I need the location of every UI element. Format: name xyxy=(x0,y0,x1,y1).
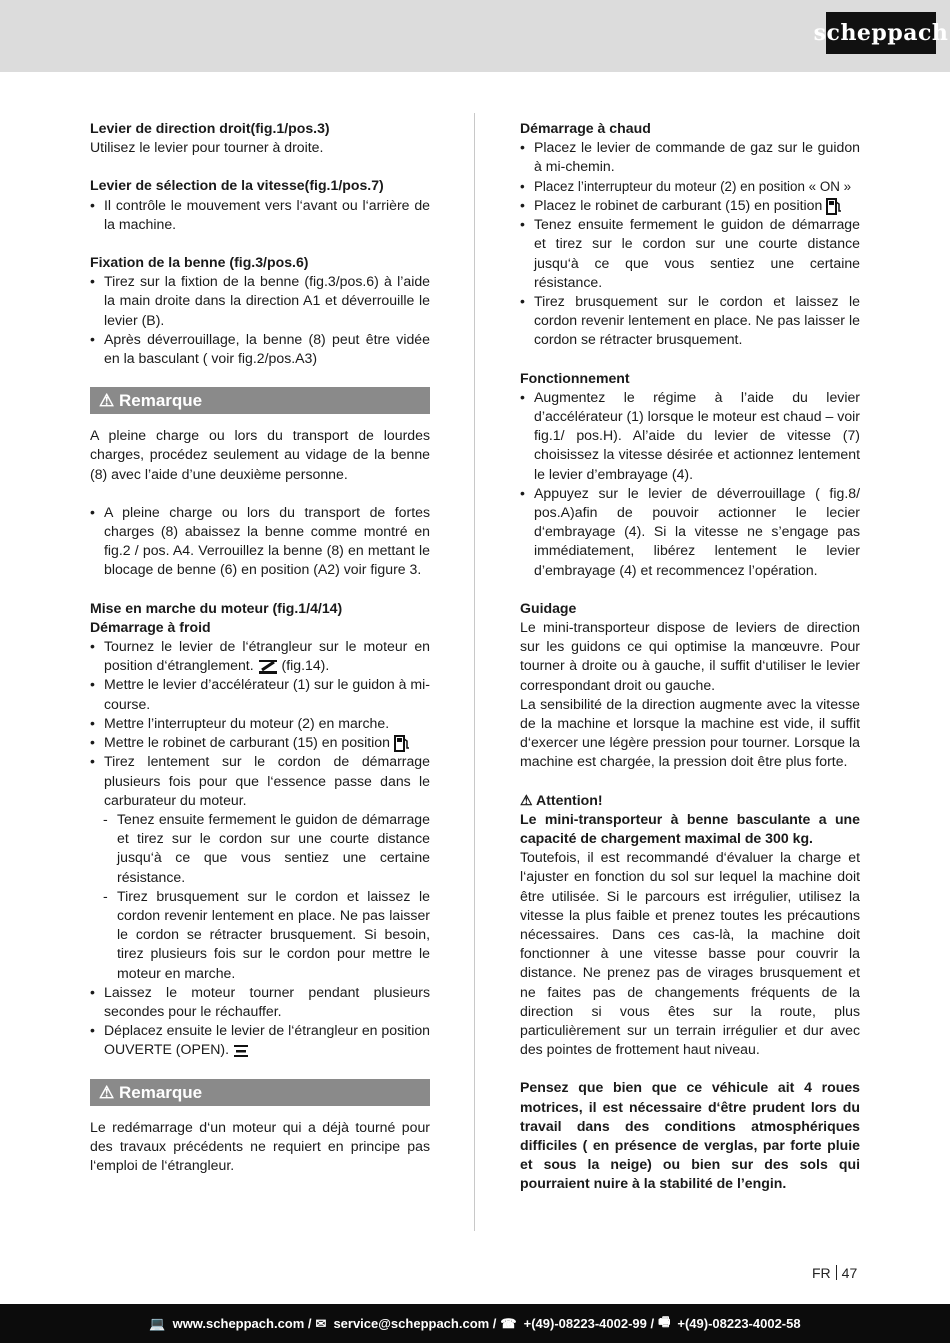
note-banner: ⚠ Remarque xyxy=(90,1079,430,1106)
choke-open-icon xyxy=(233,1044,249,1058)
warning-icon: ⚠ xyxy=(99,1082,115,1102)
bullet-item: • Tirez sur la fixtion de la benne (fig.3/pos.6) à l’aide la main droite dans la direction A1 et déverrouille le levier (B). xyxy=(90,273,430,328)
brand-logo: scheppach xyxy=(826,12,936,54)
dash-item: - Tirez brusquement sur le cordon et laissez le cordon revenir lentement en place. Ne pas laisser le cordon se rétracter brusquement. Si besoin, tirez plusieurs fois sur le cordon pour mettre le moteur en marche. xyxy=(103,887,430,981)
bullet-item: • Il contrôle le mouvement vers l‘avant ou l‘arrière de la machine. xyxy=(90,196,430,232)
header-bar xyxy=(0,0,950,72)
bullet-item: • Mettre le robinet de carburant (15) en position xyxy=(90,733,430,752)
section-title-steering-right: Levier de direction droit(fig.1/pos.3) xyxy=(90,120,330,136)
bullet-item: • Laissez le moteur tourner pendant plusieurs secondes pour le réchauffer. xyxy=(90,983,430,1019)
attention-heading: ⚠ Attention! xyxy=(520,791,603,808)
choke-closed-icon xyxy=(258,659,278,675)
computer-icon: 💻 xyxy=(149,1315,166,1331)
warning-icon: ⚠ xyxy=(520,791,533,808)
paragraph: Le mini-transporteur dispose de leviers de direction sur les guidons ce qui optimise la manœuvre. Pour tourner à droite ou à gauche, il suffit d‘utiliser le levier correspondant droit ou gauche. xyxy=(520,618,860,693)
attention-text: Toutefois, il est recommandé d‘évaluer la charge et l‘ajuster en fonction du sol sur lequel la machine doit être utilisée. Si le parcours est irrégulier, utilisez la vitesse la plus faible et prenez toutes les précautions nécessaires. Dans ces cas-là, la machine doit fonctionner à une vitesse basse pour couvrir la distance. Ne prenez pas de virages brusquement et ne faites pas de changements fréquents de la direction si vous êtes sur la route, plus particulièrement sur un terrain irrégulier et dur avec des pointes de frottement haut niveau. xyxy=(520,849,860,1058)
section-title-operation: Fonctionnement xyxy=(520,369,630,386)
paragraph: Utilisez le levier pour tourner à droite. xyxy=(90,139,324,156)
dash-item: - Tenez ensuite fermement le guidon de démarrage et tirez sur le cordon sur une courte distance jusqu‘à ce que vous sentiez une certaine résistance. xyxy=(103,810,430,885)
bullet-item: • Déplacez ensuite le levier de l‘étrangleur en position OUVERTE (OPEN). xyxy=(90,1022,430,1058)
page-number: FR 47 xyxy=(812,1265,858,1281)
footer-phone: +(49)-08223-4002-99 / xyxy=(523,1316,655,1331)
section-title-bucket-lock: Fixation de la benne (fig.3/pos.6) xyxy=(90,254,309,271)
right-column xyxy=(520,119,860,1194)
footer-website[interactable]: www.scheppach.com / xyxy=(172,1316,312,1331)
bullet-item: • Placez le robinet de carburant (15) en position xyxy=(520,196,860,215)
left-column xyxy=(90,119,430,1175)
warning-icon: ⚠ xyxy=(99,391,115,411)
bullet-item: • Tenez ensuite fermement le guidon de démarrage et tirez sur le cordon sur une courte distance jusqu‘à ce que vous sentiez une certaine résistance. xyxy=(520,216,860,290)
phone-icon: ☎ xyxy=(500,1315,517,1331)
safety-reminder: Pensez que bien que ce véhicule ait 4 roues motrices, il est nécessaire d‘être prudent lors du travail dans des conditions atmosphériques difficiles ( en présence de verglas, par forte pluie et sous la neige) ou bien sur des sols qui pourraient nuire à la stabilité de l’engin. xyxy=(520,1079,860,1192)
footer-bar xyxy=(0,1304,950,1343)
section-title-engine-start: Mise en marche du moteur (fig.1/4/14) xyxy=(90,599,343,616)
fuel-pump-icon xyxy=(826,197,842,215)
section-title-steering: Guidage xyxy=(520,599,577,616)
note-text: A pleine charge ou lors du transport de lourdes charges, procédez seulement au vidage de la benne (8) avec l’aide d’une deuxième personne. xyxy=(90,427,430,482)
bullet-item: • Tournez le levier de l‘étrangleur sur le moteur en position d‘étranglement. (fig.14). xyxy=(90,638,430,674)
bullet-item: • Placez le levier de commande de gaz sur le guidon à mi-chemin. xyxy=(520,139,860,175)
bullet-item: • Augmentez le régime à l’aide du levier d’accélérateur (1) lorsque le moteur est chaud – voir fig.1/ pos.H). Al’aide du levier de vitesse (7) choisissez la vitesse désirée et actionnez lentement le levier d’embrayage (4). xyxy=(520,388,860,482)
bullet-item: • Après déverrouillage, la benne (8) peut être vidée en la basculant ( voir fig.2/pos.A3) xyxy=(90,330,430,367)
attention-bold-text: Le mini-transporteur à benne basculante a une capacité de chargement maximal de 300 kg. xyxy=(520,810,860,846)
note-banner: ⚠ Remarque xyxy=(90,387,430,414)
section-title-speed-selector: Levier de sélection de la vitesse(fig.1/pos.7) xyxy=(90,177,384,194)
subsection-title-cold-start: Démarrage à froid xyxy=(90,618,211,635)
note-text: Le redémarrage d‘un moteur qui a déjà tourné pour des travaux précédents ne requiert en principe pas l‘emploi de l‘étrangleur. xyxy=(90,1118,430,1174)
bullet-item: • Mettre le levier d’accélérateur (1) sur le guidon à mi-course. xyxy=(90,676,430,712)
bullet-item: • Tirez lentement sur le cordon de démarrage plusieurs fois pour que l‘essence passe dans le carburateur du moteur. xyxy=(90,753,430,808)
fuel-pump-icon xyxy=(394,734,410,752)
bullet-item: • A pleine charge ou lors du transport de fortes charges (8) abaissez la benne comme montré en fig.2 / pos. A4. Verrouillez la benne (8) en mettant le blocage de benne (6) en position (A2) voir figure 3. xyxy=(90,503,430,578)
footer-fax: +(49)-08223-4002-58 xyxy=(677,1316,801,1331)
fax-icon: 🖷 xyxy=(658,1313,671,1329)
email-icon: ✉ xyxy=(315,1315,327,1331)
bullet-item: • Appuyez sur le levier de déverrouillage ( fig.8/ pos.A)afin de pouvoir actionner le lecier d‘embrayage (4). Si la vitesse ne s’engage pas immédiatement, libérez lentement le levier d’embrayage (4) et recommencez l’opération. xyxy=(520,484,860,578)
bullet-item: • Mettre l’interrupteur du moteur (2) en marche. xyxy=(90,714,390,731)
paragraph: La sensibilité de la direction augmente avec la vitesse de la machine et lorsque la machine est vide, il suffit d‘exercer une légère pression pour tourner. Lorsque la machine est chargée, la pression doit être plus forte. xyxy=(520,695,860,770)
bullet-item: • Tirez brusquement sur le cordon et laissez le cordon revenir lentement en place. Ne pas laisser le cordon se rétracter brusquement. xyxy=(520,292,860,348)
section-title-warm-start: Démarrage à chaud xyxy=(520,120,651,136)
footer-email[interactable]: service@scheppach.com / xyxy=(333,1316,497,1331)
column-divider xyxy=(474,113,475,1231)
bullet-item: • Placez l’interrupteur du moteur (2) en position « ON » xyxy=(520,178,852,194)
